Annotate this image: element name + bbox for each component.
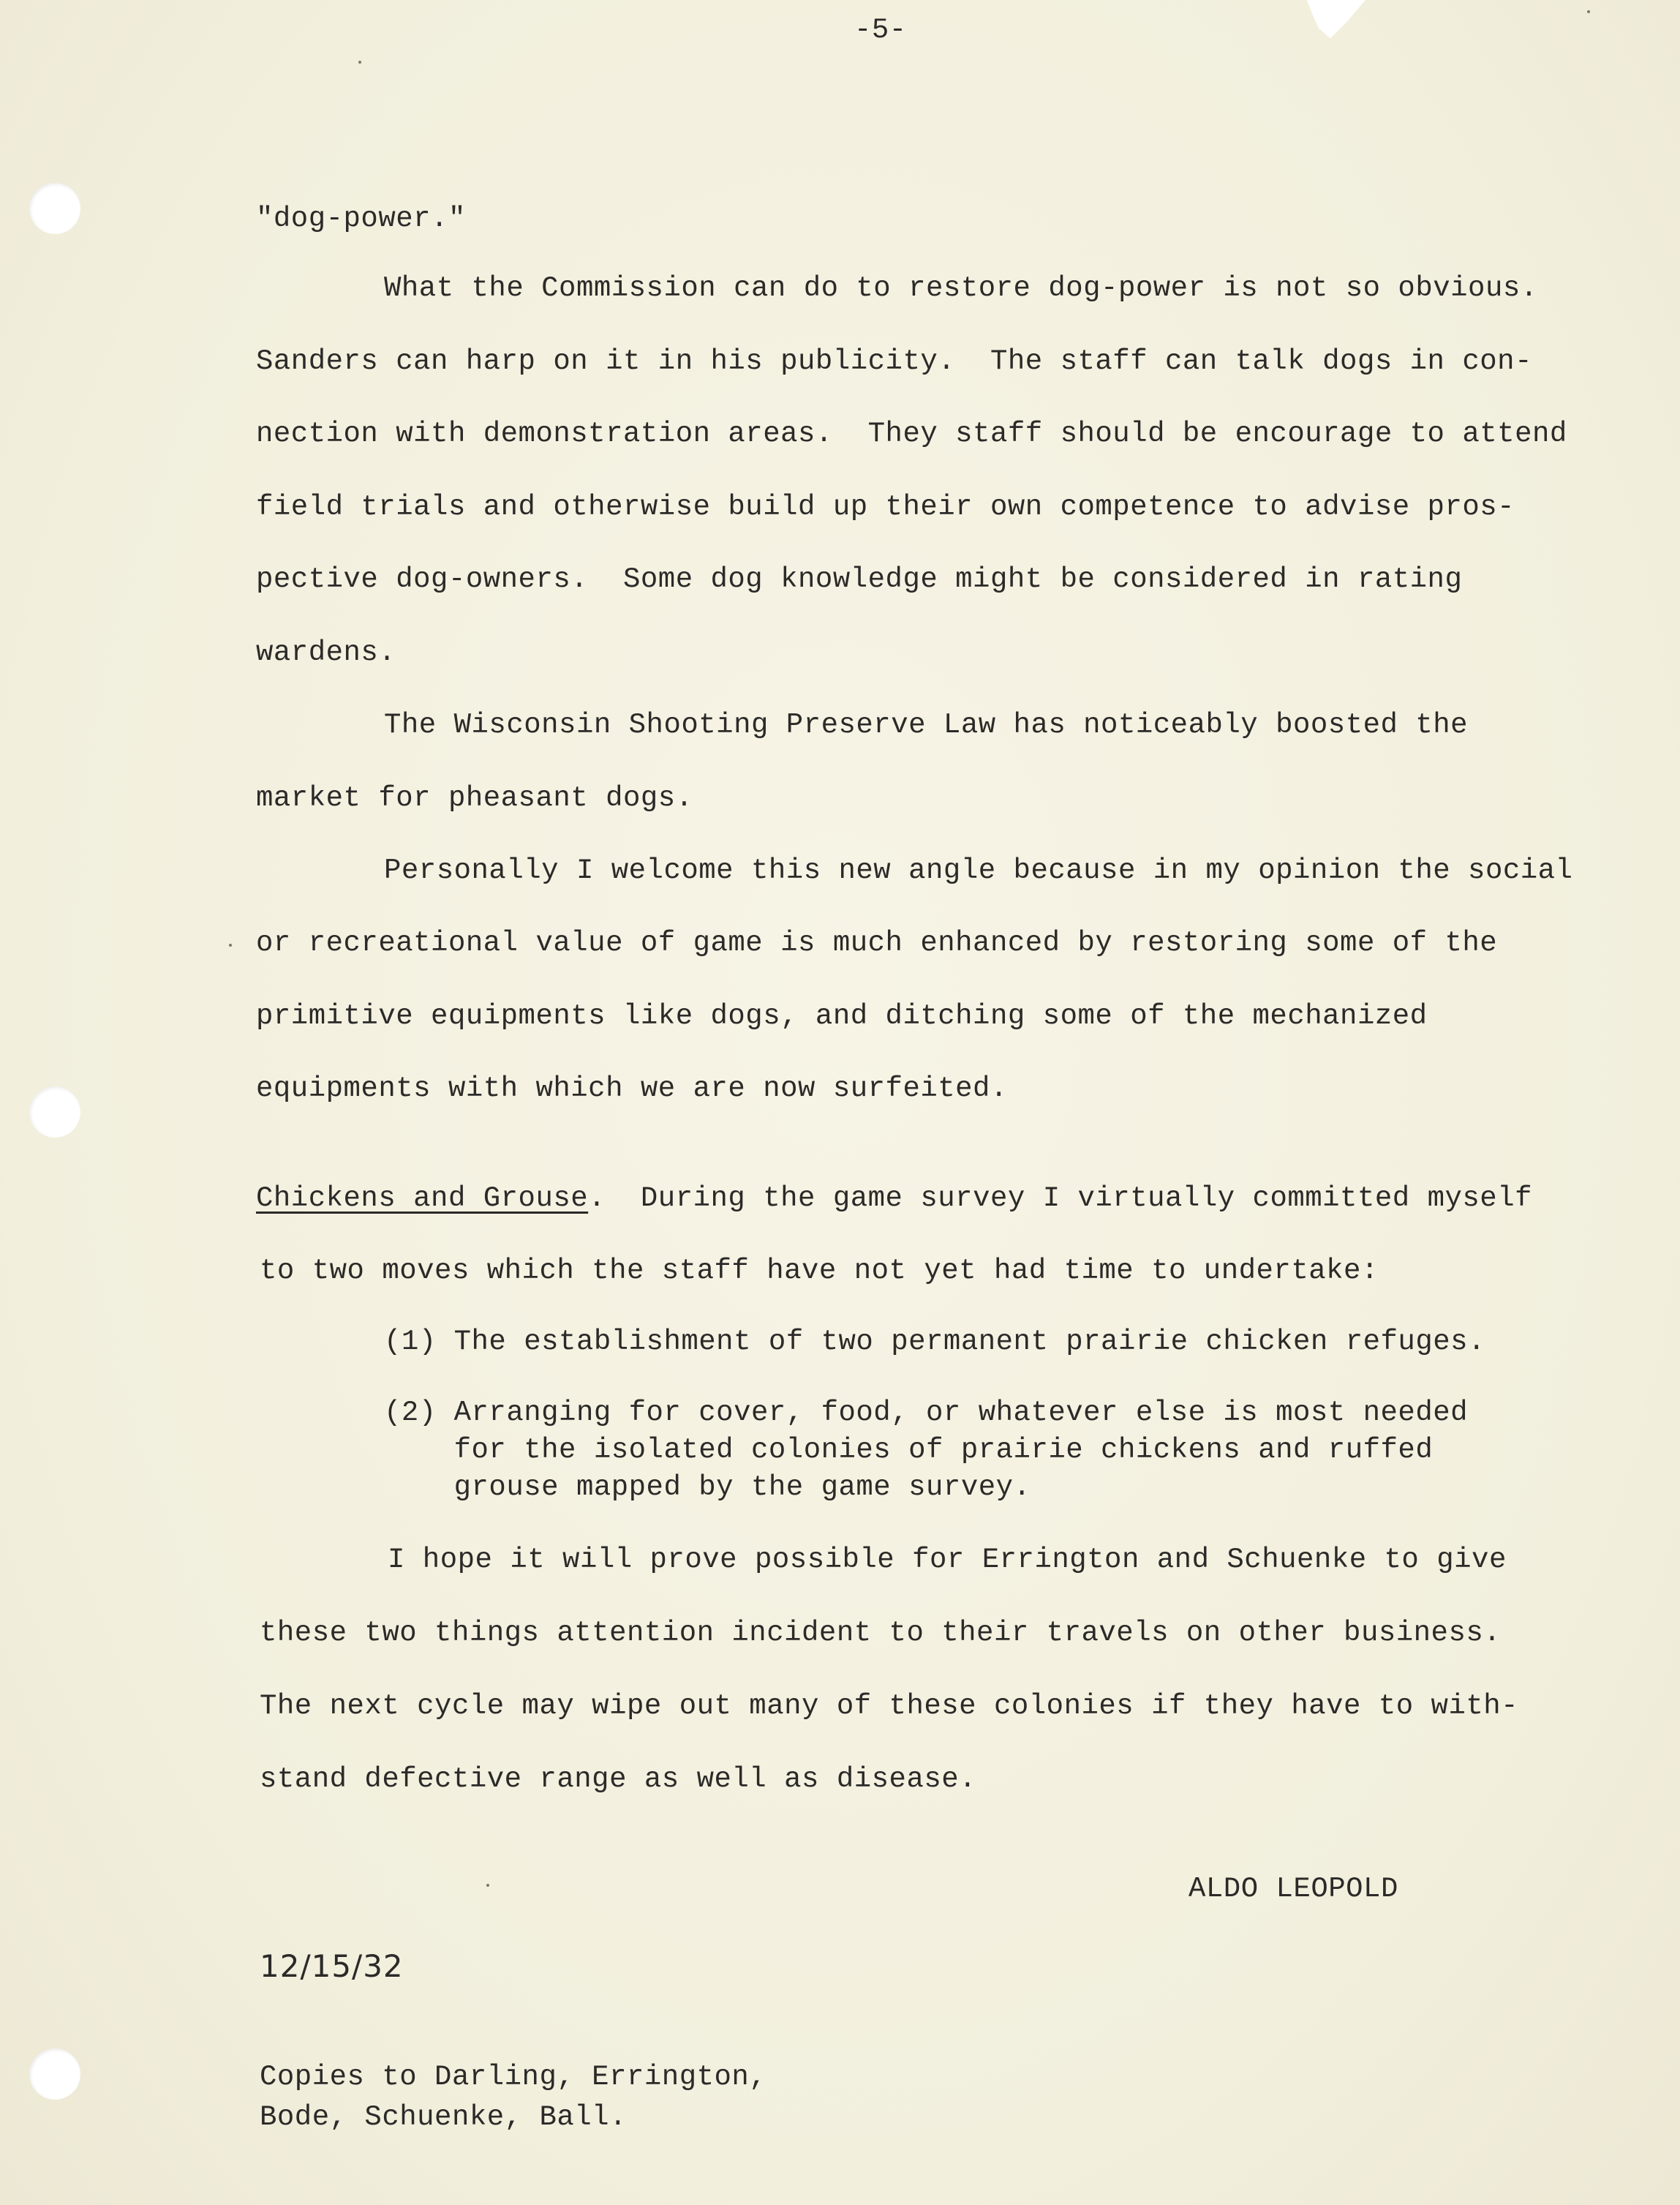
torn-corner [1307, 0, 1366, 51]
paragraph-line: The Wisconsin Shooting Preserve Law has noticeably boosted the [384, 709, 1469, 741]
copies-line: Bode, Schuenke, Ball. [260, 2101, 627, 2133]
paragraph-line: nection with demonstration areas. They staff should be encourage to attend [256, 418, 1567, 450]
paragraph-line: field trials and otherwise build up their own competence to advise pros- [256, 491, 1515, 523]
ink-speck [358, 61, 361, 64]
ink-speck [486, 1884, 489, 1887]
paragraph-line: The next cycle may wipe out many of these colonies if they have to with- [260, 1690, 1519, 1722]
section-heading-line [256, 1184, 1532, 1213]
paragraph-line: I hope it will prove possible for Errington and Schuenke to give [388, 1544, 1507, 1576]
paragraph-line: pective dog-owners. Some dog knowledge might be considered in rating [256, 563, 1463, 596]
paragraph-line: equipments with which we are now surfeited. [256, 1073, 1008, 1105]
ink-speck [1587, 10, 1590, 13]
list-item-2: (2) Arranging for cover, food, or whatever else is most needed [384, 1397, 1469, 1429]
punch-hole-top [29, 183, 80, 234]
paragraph-line: stand defective range as well as disease. [260, 1763, 977, 1795]
paragraph-line: these two things attention incident to their travels on other business. [260, 1617, 1502, 1649]
list-item-1: (1) The establishment of two permanent prairie chicken refuges. [384, 1326, 1485, 1358]
paragraph-line: wardens. [256, 636, 396, 669]
paragraph-line: Personally I welcome this new angle because in my opinion the social [384, 854, 1573, 887]
list-item-2-cont: for the isolated colonies of prairie chickens and ruffed [384, 1434, 1434, 1466]
paragraph-line: or recreational value of game is much enhanced by restoring some of the [256, 927, 1498, 959]
signature: ALDO LEOPOLD [1189, 1873, 1398, 1905]
paragraph-line: market for pheasant dogs. [256, 782, 693, 814]
punch-hole-bottom [29, 2048, 80, 2100]
ink-speck [229, 944, 232, 947]
page-number: -5- [854, 14, 907, 46]
section-first-line: During the game survey I virtually committed myself [606, 1182, 1532, 1214]
section-heading: Chickens and Grouse [256, 1182, 589, 1214]
paragraph-line: Sanders can harp on it in his publicity. The staff can talk dogs in con- [256, 345, 1532, 377]
copies-line: Copies to Darling, Errington, [260, 2061, 767, 2093]
paragraph-line: What the Commission can do to restore dog-power is not so obvious. [384, 272, 1538, 304]
list-item-2-cont: grouse mapped by the game survey. [384, 1471, 1031, 1503]
paragraph-line: primitive equipments like dogs, and ditching some of the mechanized [256, 1000, 1428, 1032]
paragraph-line: "dog-power." [256, 203, 466, 235]
paragraph-line: to two moves which the staff have not yet had time to undertake: [260, 1255, 1379, 1287]
punch-hole-middle [29, 1086, 80, 1138]
section-heading-punct: . [588, 1182, 606, 1214]
date: 12/15/32 [260, 1948, 404, 1984]
